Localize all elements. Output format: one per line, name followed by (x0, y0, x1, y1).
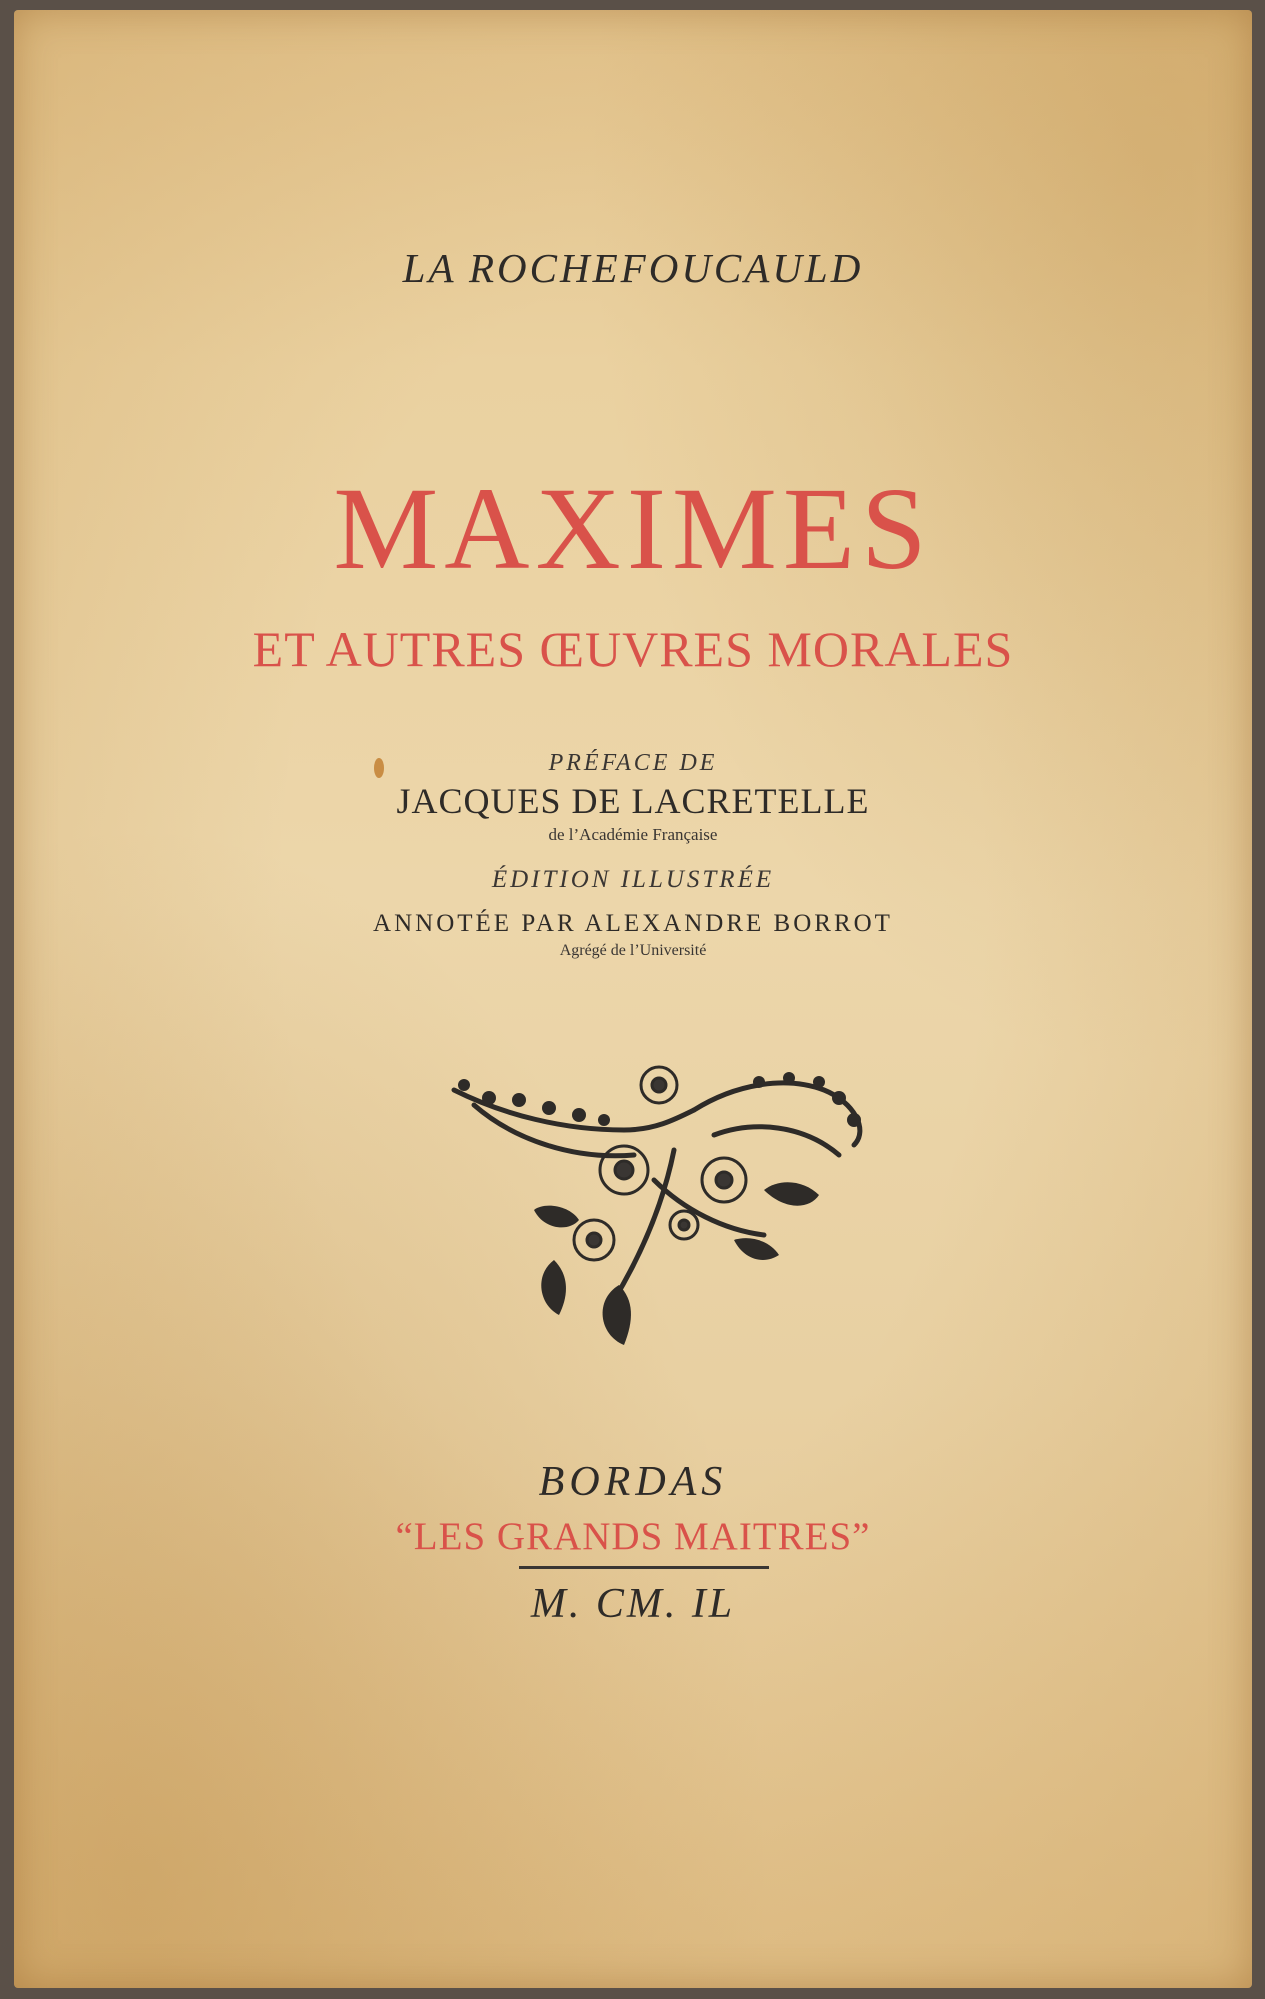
divider-rule (519, 1566, 769, 1569)
annotator: ANNOTÉE PAR ALEXANDRE BORROT (373, 910, 893, 937)
publisher-name: BORDAS (538, 1459, 728, 1505)
floral-vignette-icon (444, 1060, 884, 1360)
annotator-affiliation: Agrégé de l’Université (559, 942, 707, 959)
author-name: LA ROCHEFOUCAULD (402, 245, 864, 291)
preface-affiliation: de l’Académie Française (548, 825, 718, 844)
edition-note: ÉDITION ILLUSTRÉE (491, 866, 775, 893)
preface-label: PRÉFACE DE (548, 750, 718, 776)
preface-author: JACQUES DE LACRETELLE (396, 781, 870, 821)
book-cover (14, 10, 1252, 1988)
series-name: “LES GRANDS MAITRES” (395, 1515, 871, 1558)
book-subtitle: ET AUTRES ŒUVRES MORALES (252, 621, 1014, 677)
publication-year: M. CM. IL (530, 1581, 736, 1627)
book-title: MAXIMES (333, 463, 933, 594)
